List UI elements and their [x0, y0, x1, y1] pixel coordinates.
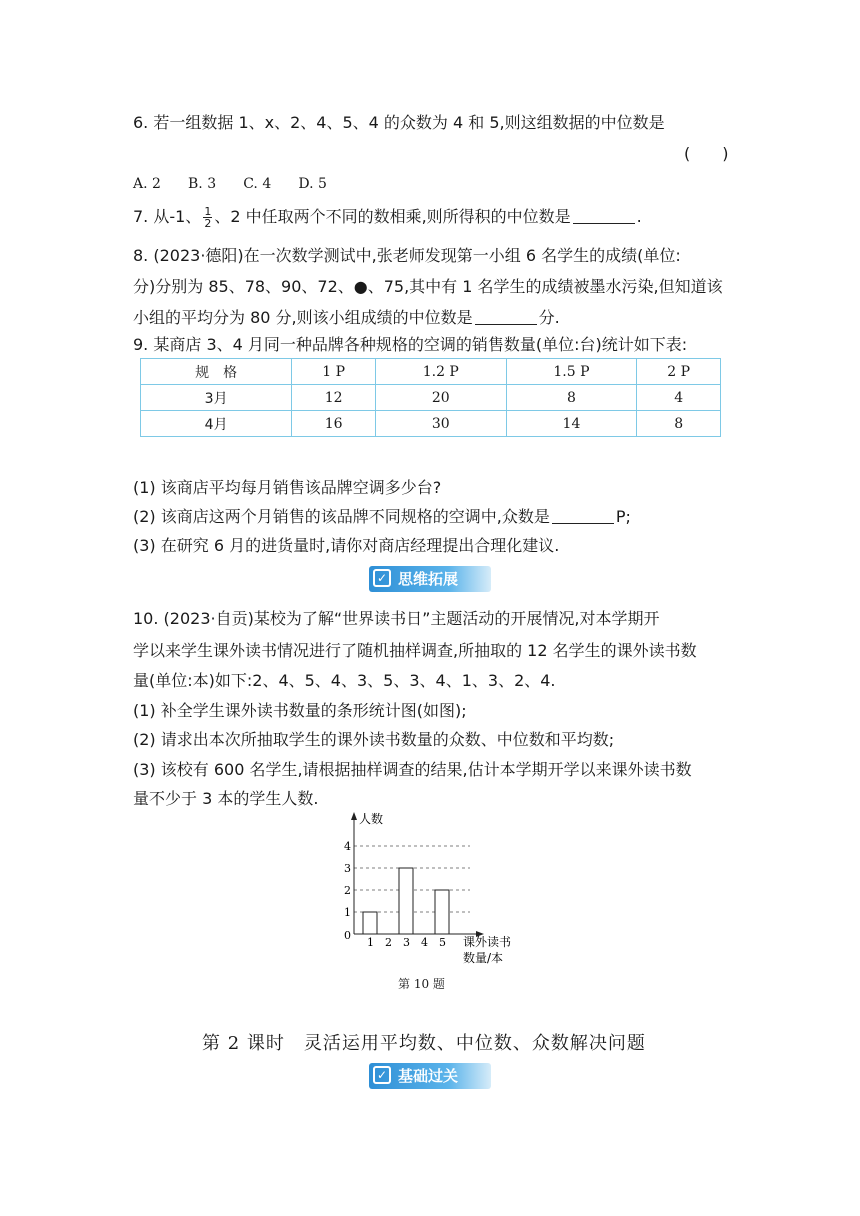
chart-bars	[363, 868, 449, 934]
q7-frac-den: 2	[204, 217, 212, 230]
q6-option-b: B. 3	[188, 176, 217, 192]
section-banner-thinking	[369, 566, 491, 592]
q8-line3	[133, 307, 560, 329]
x-tick-label: 1	[367, 936, 374, 949]
q8-line3-post: 分.	[538, 308, 560, 327]
sales-table	[140, 358, 721, 437]
table-cell: 16	[292, 411, 376, 437]
reading-bar-chart	[330, 808, 570, 968]
q7-end: .	[636, 207, 642, 226]
q8-line3-pre: 小组的平均分为 80 分,则该小组成绩的中位数是	[133, 308, 473, 327]
table-cell: 20	[375, 385, 506, 411]
q10-sub3-line1: (3) 该校有 600 名学生,请根据抽样调查的结果,估计本学期开学以来课外读书数	[133, 760, 692, 779]
y-tick-label: 3	[344, 862, 351, 875]
lesson-title: 第 2 课时 灵活运用平均数、中位数、众数解决问题	[202, 1033, 646, 1054]
q10-sub1: (1) 补全学生课外读书数量的条形统计图(如图);	[133, 701, 467, 720]
q7-post: 、2 中任取两个不同的数相乘,则所得积的中位数是	[214, 207, 571, 226]
q9-sub2	[133, 506, 631, 528]
q10-sub3-line2: 量不少于 3 本的学生人数.	[133, 789, 319, 808]
q9-sub1: (1) 该商店平均每月销售该品牌空调多少台?	[133, 478, 442, 497]
table-cell: 4	[637, 385, 721, 411]
bar	[363, 912, 377, 934]
q6-stem: 6. 若一组数据 1、x、2、4、5、4 的众数为 4 和 5,则这组数据的中位数是	[133, 113, 665, 132]
x-axis-label-line1: 课外读书	[463, 935, 512, 949]
table-header: 1 P	[292, 359, 376, 385]
q9-stem: 9. 某商店 3、4 月同一种品牌各种规格的空调的销售数量(单位:台)统计如下表:	[133, 335, 688, 354]
y-axis-label: 人数	[359, 812, 384, 826]
table-cell: 12	[292, 385, 376, 411]
q7-answer-blank	[573, 207, 635, 224]
q6-option-d: D. 5	[298, 176, 327, 192]
bar	[435, 890, 449, 934]
origin-label: 0	[344, 929, 351, 942]
check-pen-icon: ✓	[373, 569, 391, 587]
section-banner-basics	[369, 1063, 491, 1089]
q6-answer-paren: ( )	[684, 144, 729, 163]
table-header: 1.2 P	[375, 359, 506, 385]
x-tick-labels	[367, 936, 446, 949]
q7-fraction	[203, 206, 212, 229]
x-tick-label: 3	[403, 936, 410, 949]
q9-sub2-post: P;	[615, 507, 631, 526]
q10-line1: 10. (2023·自贡)某校为了解“世界读书日”主题活动的开展情况,对本学期开	[133, 609, 660, 628]
q6-option-a: A. 2	[133, 176, 161, 192]
table-cell: 3月	[141, 385, 292, 411]
q9-answer-blank	[552, 507, 614, 524]
table-cell: 14	[506, 411, 637, 437]
x-axis-label-line2: 数量/本	[463, 951, 504, 965]
banner-label: 基础过关	[398, 1067, 459, 1085]
y-tick-labels	[344, 840, 351, 919]
table-header: 1.5 P	[506, 359, 637, 385]
q7-frac-num: 1	[204, 205, 212, 218]
q6-option-c: C. 4	[243, 176, 272, 192]
table-header: 2 P	[637, 359, 721, 385]
check-pen-icon: ✓	[373, 1066, 391, 1084]
table-cell: 8	[506, 385, 637, 411]
q9-sub2-pre: (2) 该商店这两个月销售的该品牌不同规格的空调中,众数是	[133, 507, 550, 526]
banner-label: 思维拓展	[398, 570, 459, 588]
x-tick-label: 5	[439, 936, 446, 949]
q10-sub2: (2) 请求出本次所抽取学生的课外读书数量的众数、中位数和平均数;	[133, 730, 615, 749]
table-header-row	[141, 359, 721, 385]
y-tick-label: 4	[344, 840, 351, 853]
q7-pre: 7. 从-1、	[133, 207, 202, 226]
bar	[399, 868, 413, 934]
y-tick-label: 2	[344, 884, 351, 897]
y-tick-label: 1	[344, 906, 351, 919]
q7-stem	[133, 206, 642, 229]
q8-line2: 分)分别为 85、78、90、72、●、75,其中有 1 名学生的成绩被墨水污染,但知道该	[133, 277, 723, 296]
q10-line3: 量(单位:本)如下:2、4、5、4、3、5、3、4、1、3、2、4.	[133, 671, 556, 690]
q9-sub3: (3) 在研究 6 月的进货量时,请你对商店经理提出合理化建议.	[133, 536, 560, 555]
table-cell: 4月	[141, 411, 292, 437]
table-row	[141, 411, 721, 437]
x-tick-label: 2	[385, 936, 392, 949]
y-axis-arrow	[351, 812, 357, 820]
x-tick-label: 4	[421, 936, 428, 949]
q6-options	[133, 172, 349, 195]
figure-caption: 第 10 题	[398, 977, 445, 991]
table-cell: 8	[637, 411, 721, 437]
q10-line2: 学以来学生课外读书情况进行了随机抽样调查,所抽取的 12 名学生的课外读书数	[133, 641, 697, 660]
table-cell: 30	[375, 411, 506, 437]
table-header: 规 格	[141, 359, 292, 385]
table-row	[141, 385, 721, 411]
q8-line1: 8. (2023·德阳)在一次数学测试中,张老师发现第一小组 6 名学生的成绩(单位:	[133, 246, 681, 265]
q8-answer-blank	[475, 308, 537, 325]
